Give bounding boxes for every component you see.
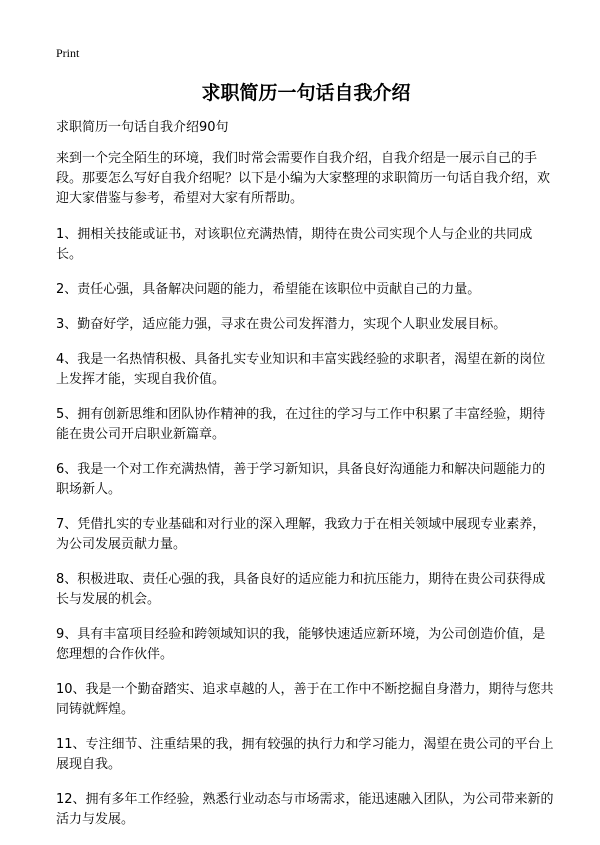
article-body: [56, 118, 556, 845]
list-item: 4、我是一名热情积极、具备扎实专业知识和丰富实践经验的求职者，渴望在新的岗位上发挥才能，实现自我价值。: [56, 352, 546, 387]
list-item: 11、专注细节、注重结果的我，拥有较强的执行力和学习能力，渴望在贵公司的平台上展现自我。: [56, 737, 554, 772]
list-item: 3、勤奋好学，适应能力强，寻求在贵公司发挥潜力，实现个人职业发展目标。: [56, 317, 507, 332]
intro-paragraph: 来到一个完全陌生的环境，我们时常会需要作自我介绍，自我介绍是一展示自己的手段。那要怎么写好自我介绍呢？以下是小编为大家整理的求职简历一句话自我介绍，欢迎大家借鉴与参考，希望对大家有所帮助。: [56, 151, 551, 206]
list-item: 10、我是一个勤奋踏实、追求卓越的人，善于在工作中不断挖掘自身潜力，期待与您共同铸就辉煌。: [56, 682, 554, 717]
list-item: 8、积极进取、责任心强的我，具备良好的适应能力和抗压能力，期待在贵公司获得成长与发展的机会。: [56, 572, 546, 607]
page-title: 求职简历一句话自我介绍: [201, 82, 411, 104]
list-item: 2、责任心强，具备解决问题的能力，希望能在该职位中贡献自己的力量。: [56, 282, 481, 297]
article-subtitle: 求职简历一句话自我介绍90句: [56, 120, 229, 135]
list-item: 1、拥相关技能或证书，对该职位充满热情，期待在贵公司实现个人与企业的共同成长。: [56, 227, 533, 262]
list-item: 7、凭借扎实的专业基础和对行业的深入理解，我致力于在相关领域中展现专业素养，为公司发展贡献力量。: [56, 517, 546, 552]
list-item: 6、我是一个对工作充满热情，善于学习新知识，具备良好沟通能力和解决问题能力的职场新人。: [56, 462, 546, 497]
list-item: 5、拥有创新思维和团队协作精神的我，在过往的学习与工作中积累了丰富经验，期待能在贵公司开启职业新篇章。: [56, 407, 546, 442]
print-link[interactable]: Print: [56, 46, 80, 60]
list-item: 12、拥有多年工作经验，熟悉行业动态与市场需求，能迅速融入团队，为公司带来新的活力与发展。: [56, 792, 554, 827]
list-item: 9、具有丰富项目经验和跨领域知识的我，能够快速适应新环境，为公司创造价值，是您理想的合作伙伴。: [56, 627, 546, 662]
